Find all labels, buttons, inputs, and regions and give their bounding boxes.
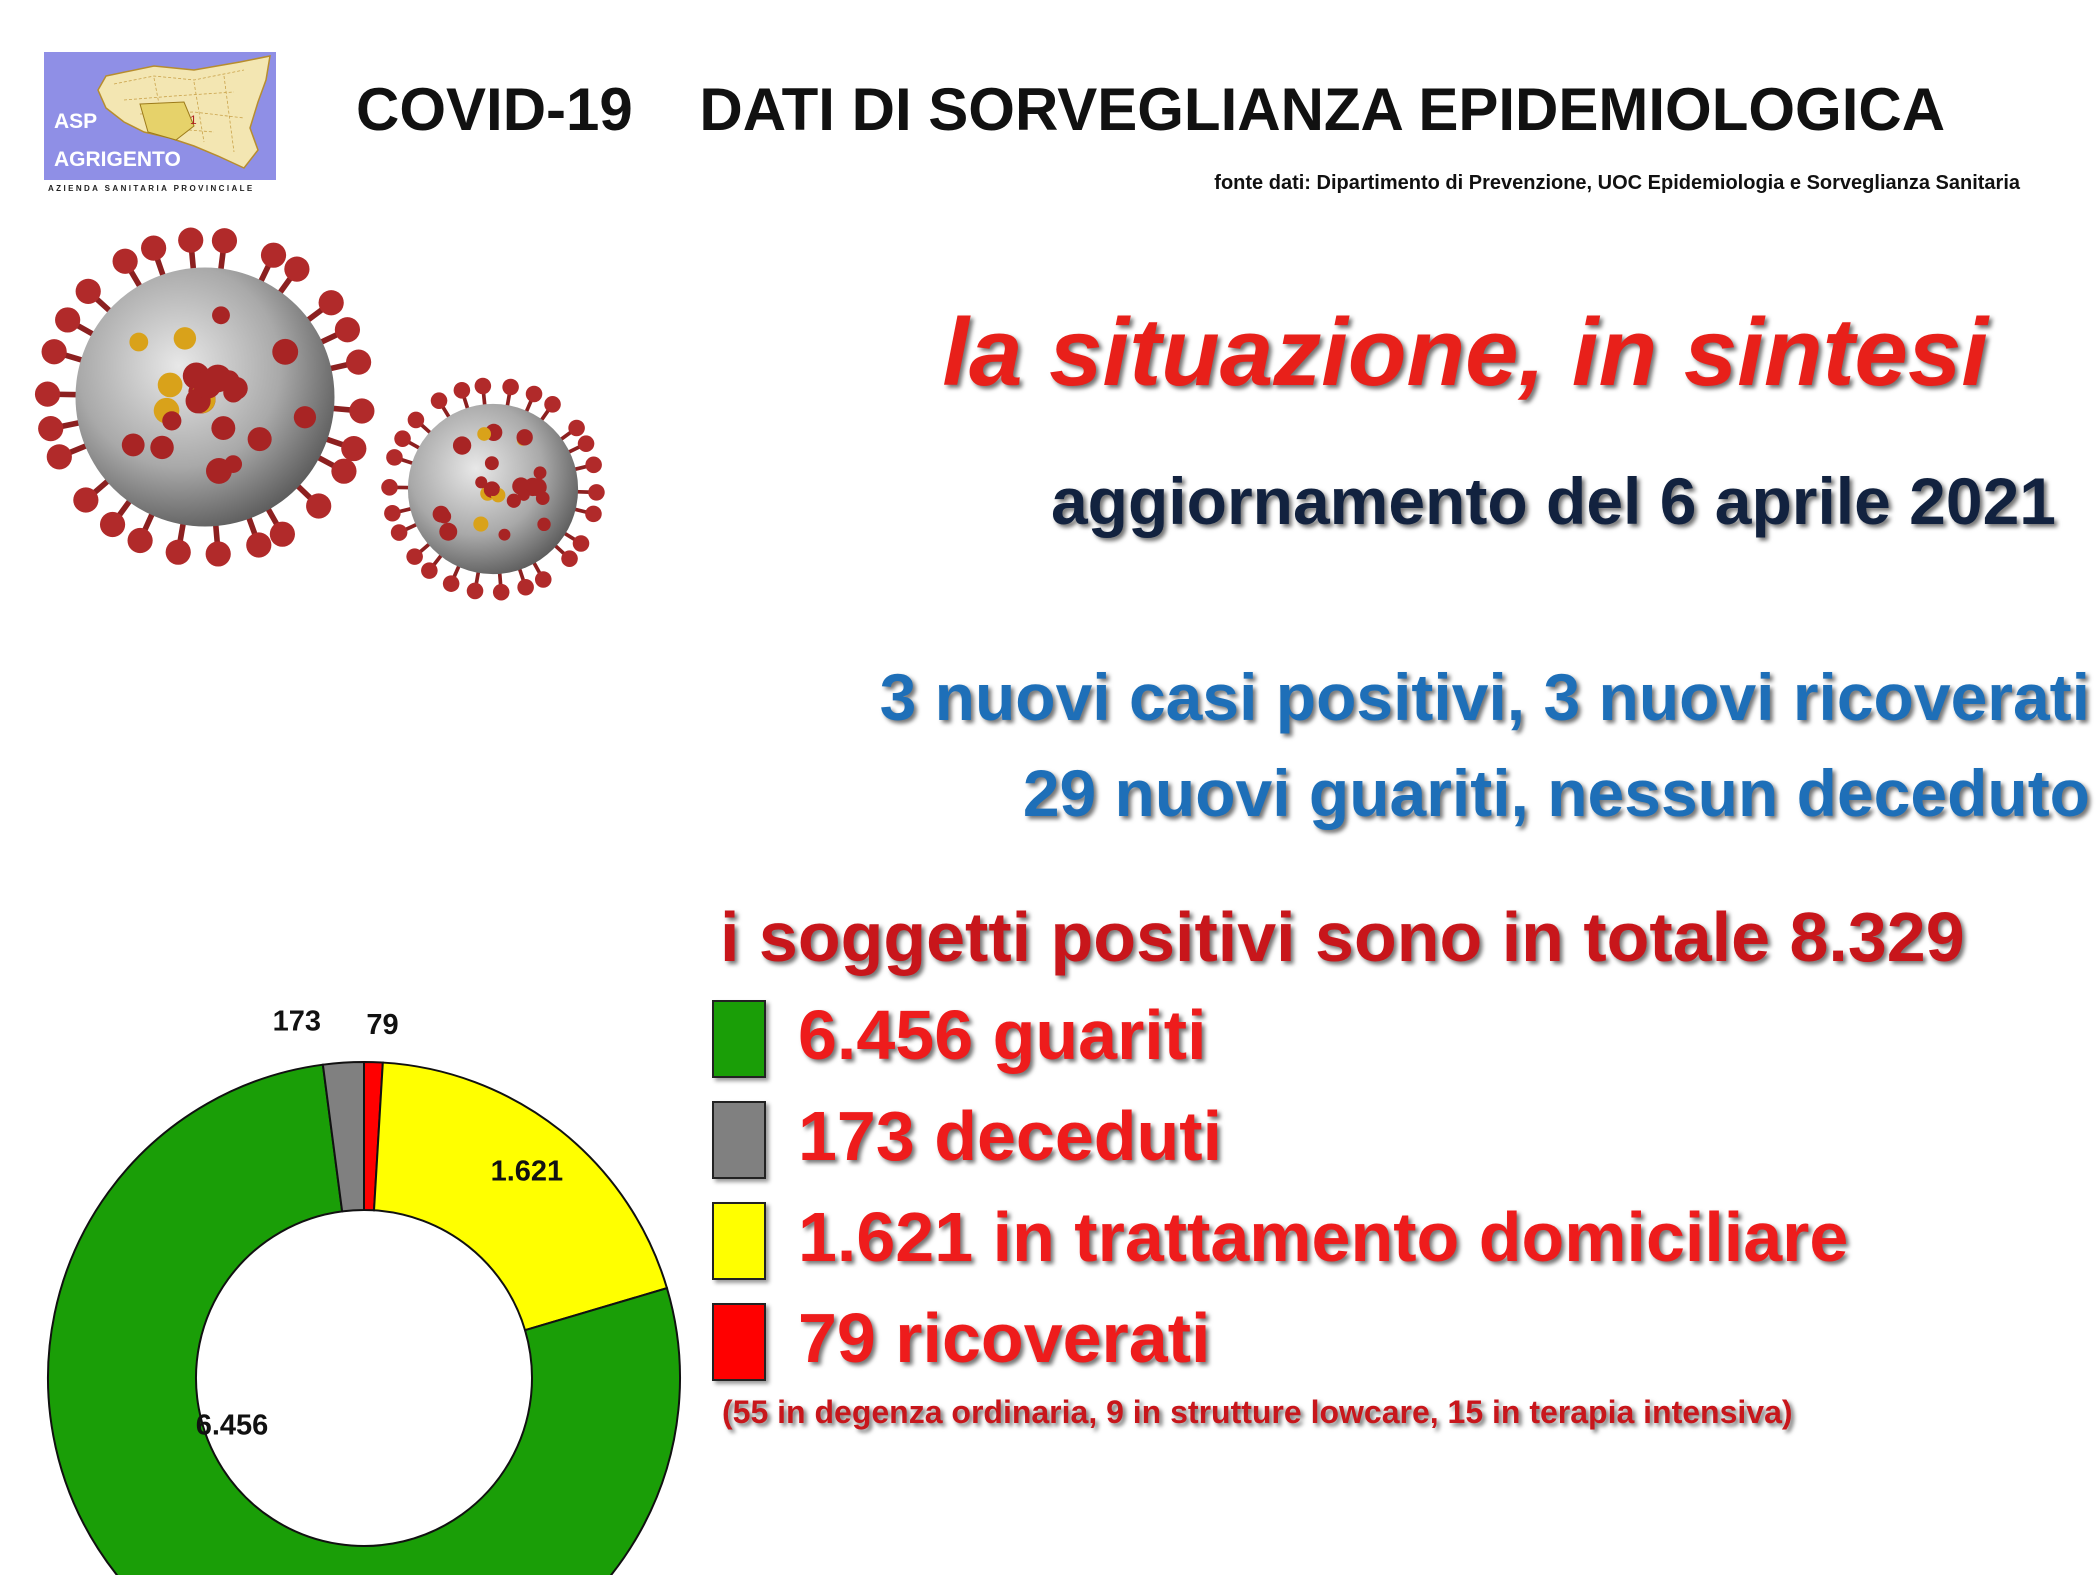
coronavirus-illustration-small (378, 374, 608, 604)
daily-summary-line-1: 3 nuovi casi positivi, 3 nuovi ricoverati (879, 660, 2090, 734)
page-title: COVID-19 DATI DI SORVEGLIANZA EPIDEMIOLOGICA (356, 76, 1946, 143)
coronavirus-illustration-large (30, 222, 380, 572)
logo-line-2: AGRIGENTO (54, 148, 181, 171)
logo-subtitle: AZIENDA SANITARIA PROVINCIALE (48, 184, 255, 193)
svg-text:1: 1 (190, 113, 197, 127)
total-positive-line: i soggetti positivi sono in totale 8.329 (720, 898, 1965, 976)
daily-summary-line-2: 29 nuovi guariti, nessun deceduto (1022, 756, 2090, 830)
legend-swatch-green (712, 1000, 766, 1078)
data-source-note: fonte dati: Dipartimento di Prevenzione, UOC Epidemiologia e Sorveglianza Sanitaria (1214, 172, 2020, 194)
slice-domiciliare (374, 1063, 667, 1331)
legend-label: 6.456 guariti (798, 996, 1207, 1074)
data-label-ricoverati: 79 (366, 1008, 399, 1041)
legend-label: 173 deceduti (798, 1097, 1223, 1175)
data-label-domiciliare: 1.621 (490, 1155, 564, 1188)
positives-donut-chart (0, 840, 720, 1575)
data-label-guariti: 6.456 (195, 1409, 269, 1442)
hospitalization-detail: (55 in degenza ordinaria, 9 in strutture lowcare, 15 in terapia intensiva) (722, 1394, 1793, 1430)
logo-line-1: ASP (54, 110, 98, 133)
legend-label: 79 ricoverati (798, 1299, 1211, 1377)
legend-swatch-red (712, 1303, 766, 1381)
summary-title: la situazione, in sintesi (942, 299, 1988, 406)
update-date: aggiornamento del 6 aprile 2021 (1050, 464, 2056, 538)
asp-agrigento-logo (44, 52, 280, 200)
data-label-deceduti: 173 (272, 1005, 321, 1038)
legend-swatch-gray (712, 1101, 766, 1179)
legend-swatch-yellow (712, 1202, 766, 1280)
legend-label: 1.621 in trattamento domiciliare (798, 1198, 1849, 1276)
